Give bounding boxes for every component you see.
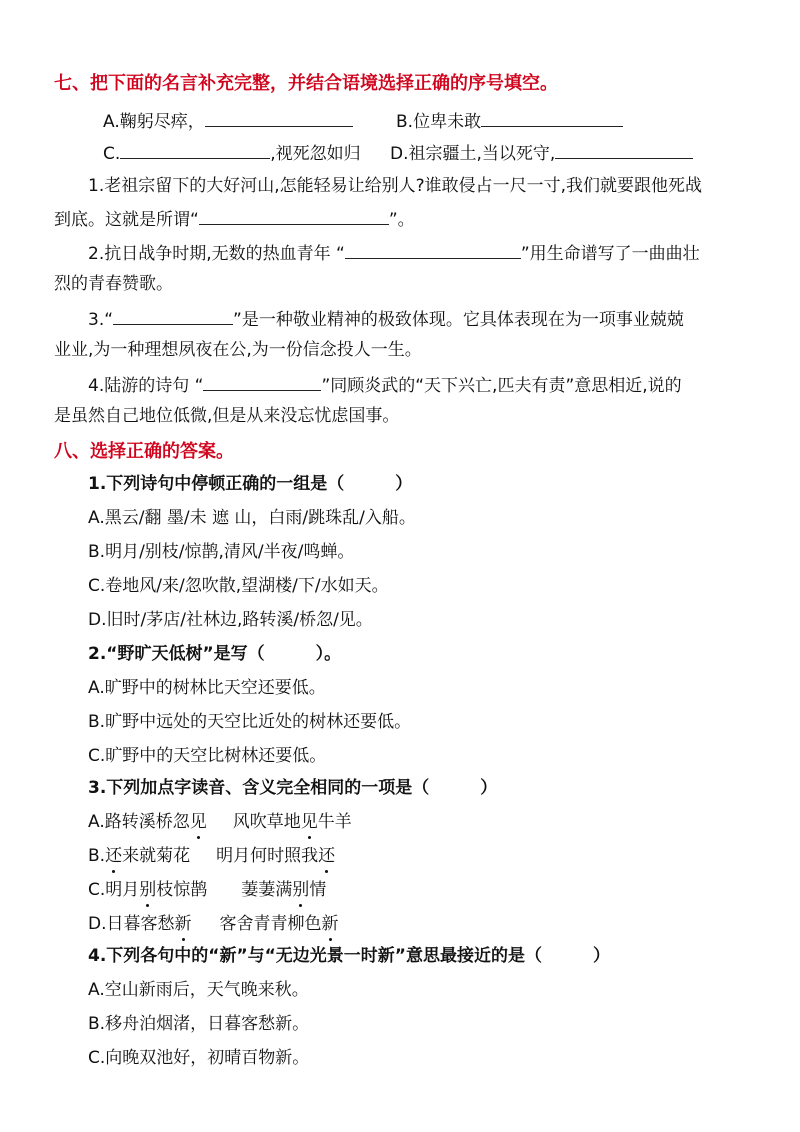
s8-q4-stem: 4.下列各句中的“新”与“无边光景一时新”意思最接近的是（ ） (88, 946, 610, 966)
s7-q3-suffix: ”是一种敬业精神的极致体现。它具体表现在为一项事业兢兢 (233, 310, 684, 330)
q3-c-part4: 情 (309, 880, 327, 900)
s8-q2-stem: 2.“野旷天低树”是写（ ）。 (88, 644, 342, 664)
q3-a-dotted-char-2: 见 (300, 812, 318, 832)
s7-q2-suffix: ”用生命谱写了一曲曲壮 (520, 244, 700, 264)
s8-q4-option-a[interactable]: A.空山新雨后，天气晚来秋。 (88, 980, 309, 1000)
s8-q3-option-a[interactable] (88, 810, 352, 834)
q3-a-dotted-char-1: 见 (189, 812, 207, 832)
s8-q2-option-a[interactable]: A.旷野中的树林比天空还要低。 (88, 678, 326, 698)
q3-a-part3: 牛羊 (317, 812, 352, 832)
q3-d-dotted-char-2: 新 (321, 914, 339, 934)
s7-q2-blank[interactable] (345, 240, 521, 259)
s7-q3-line2: 业业,为一种理想夙夜在公,为一份信念投人一生。 (54, 340, 422, 360)
s8-q1-option-d[interactable]: D.旧时/茅店/社林边,路转溪/桥忽/见。 (88, 610, 373, 630)
s8-q4-option-c[interactable]: C.向晚双池好，初晴百物新。 (88, 1048, 310, 1068)
s7-q4-line2: 是虽然自己地位低微,但是从来没忘忧虑国事。 (54, 406, 400, 426)
s8-q3-stem: 3.下列加点字读音、含义完全相同的一项是（ ） (88, 778, 498, 798)
q3-c-part1: C.明月 (88, 880, 140, 900)
q3-a-part2: 风吹草地 (232, 812, 301, 832)
section-8-title: 八、选择正确的答案。 (54, 441, 234, 462)
option-c-prefix: C. (103, 144, 121, 164)
q3-c-part3: 萋萋满 (241, 880, 293, 900)
s7-q1-prefix: 到底。这就是所谓“ (54, 210, 199, 230)
s8-q1-stem: 1.下列诗句中停顿正确的一组是（ ） (88, 474, 413, 494)
q3-b-dotted-char-2: 还 (318, 846, 336, 866)
s7-q4-prefix: 4.陆游的诗句 “ (88, 376, 204, 396)
q3-c-part2: 枝惊鹊 (156, 880, 208, 900)
option-a-row (103, 108, 353, 134)
q3-d-part1: D.日暮客愁 (88, 914, 175, 934)
s7-q4-line1 (88, 372, 682, 398)
option-c-row (103, 140, 361, 166)
s7-q3-blank[interactable] (113, 306, 233, 325)
s8-q3-option-b[interactable] (88, 844, 335, 868)
s8-q2-option-c[interactable]: C.旷野中的天空比树林还要低。 (88, 746, 327, 766)
q3-c-dotted-char-2: 别 (292, 880, 310, 900)
s8-q1-option-b[interactable]: B.明月/别枝/惊鹊,清风/半夜/鸣蝉。 (88, 542, 355, 562)
q3-b-part1: B. (88, 846, 106, 866)
q3-d-part2: 客舍青青柳色 (219, 914, 322, 934)
option-d-blank[interactable] (555, 140, 693, 159)
q3-b-part2: 来就菊花 (122, 846, 191, 866)
q3-b-part3: 明月何时照我 (216, 846, 319, 866)
q3-a-part1: A.路转溪桥忽 (88, 812, 190, 832)
s7-q2-prefix: 2.抗日战争时期,无数的热血青年 “ (88, 244, 345, 264)
q3-d-dotted-char-1: 新 (174, 914, 192, 934)
s7-q3-prefix: 3.“ (88, 310, 114, 330)
option-c-blank[interactable] (120, 140, 270, 159)
option-d-label: D.祖宗疆土,当以死守, (390, 144, 556, 164)
s8-q4-option-b[interactable]: B.移舟泊烟渚，日暮客愁新。 (88, 1014, 310, 1034)
section-7-title: 七、把下面的名言补充完整，并结合语境选择正确的序号填空。 (54, 73, 558, 94)
q3-c-dotted-char-1: 别 (139, 880, 157, 900)
option-b-row (396, 108, 623, 134)
s7-q4-suffix: ”同顾炎武的“天下兴亡,匹夫有责”意思相近,说的 (321, 376, 682, 396)
s8-q3-option-c[interactable] (88, 878, 326, 902)
option-b-label: B.位卑未敢 (396, 112, 482, 132)
s7-q2-line2: 烈的青春赞歌。 (54, 274, 173, 294)
option-b-blank[interactable] (481, 108, 623, 127)
s8-q1-option-c[interactable]: C.卷地风/来/忽吹散,望湖楼/下/水如天。 (88, 576, 389, 596)
s8-q3-option-d[interactable] (88, 912, 339, 936)
s7-q1-suffix: ”。 (388, 210, 415, 230)
option-c-suffix: ,视死忽如归 (270, 144, 361, 164)
s8-q2-option-b[interactable]: B.旷野中远处的天空比近处的树林还要低。 (88, 712, 412, 732)
s7-q1-blank[interactable] (199, 206, 389, 225)
option-a-blank[interactable] (205, 108, 353, 127)
option-a-label: A.鞠躬尽瘁， (103, 112, 205, 132)
s7-q2-line1 (88, 240, 700, 266)
q3-b-dotted-char-1: 还 (105, 846, 123, 866)
s7-q4-blank[interactable] (203, 372, 321, 391)
s7-q1-line2 (54, 206, 415, 232)
option-d-row (390, 140, 693, 166)
s7-q3-line1 (88, 306, 684, 332)
s8-q1-option-a[interactable]: A.黑云/翻 墨/未 遮 山，白雨/跳珠乱/入船。 (88, 508, 416, 528)
s7-q1-line1: 1.老祖宗留下的大好河山,怎能轻易让给别人?谁敢侵占一尺一寸,我们就要跟他死战 (88, 176, 703, 196)
